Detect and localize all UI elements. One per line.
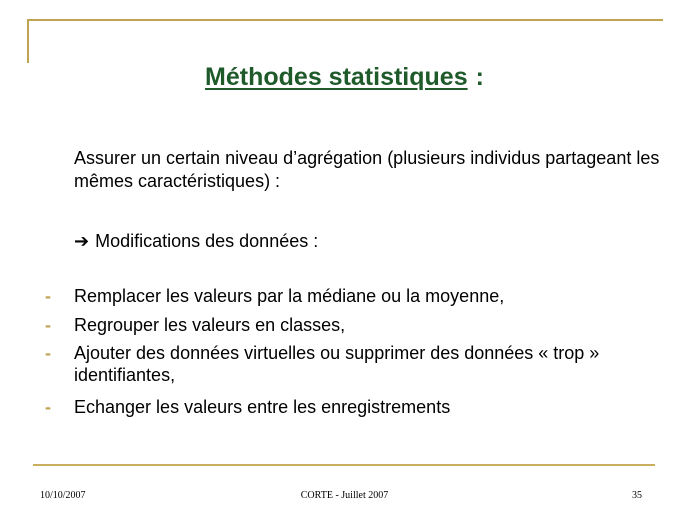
footer-date: 10/10/2007 — [40, 490, 86, 501]
slide-title — [0, 63, 689, 92]
footer-event: CORTE - Juillet 2007 — [300, 490, 389, 501]
intro-paragraph: Assurer un certain niveau d’agrégation (plusieurs individus partageant les mêmes caractéristiques) : — [74, 148, 660, 191]
footer-page-number: 35 — [632, 490, 642, 501]
list-item-text: Echanger les valeurs entre les enregistrements — [74, 397, 451, 417]
slide-title-text: Méthodes statistiques — [205, 63, 468, 91]
corner-rule-vertical — [27, 19, 29, 63]
bullet-dash-icon: - — [45, 397, 51, 417]
right-arrow-icon: ➔ — [74, 231, 90, 251]
list-item-text: Remplacer les valeurs par la médiane ou la moyenne, — [74, 286, 505, 306]
list-item-text: Ajouter des données virtuelles ou supprimer des données « trop » identifiantes, — [74, 343, 600, 385]
bullet-dash-icon: - — [45, 343, 51, 363]
bullet-dash-icon: - — [45, 286, 51, 306]
arrow-line-text: Modifications des données : — [95, 231, 319, 251]
footer-divider — [33, 464, 655, 466]
list-item-text: Regrouper les valeurs en classes, — [74, 315, 346, 335]
slide-title-colon: : — [475, 63, 484, 91]
bullet-dash-icon: - — [45, 315, 51, 335]
arrow-line — [74, 230, 318, 253]
corner-rule-horizontal — [27, 19, 663, 21]
